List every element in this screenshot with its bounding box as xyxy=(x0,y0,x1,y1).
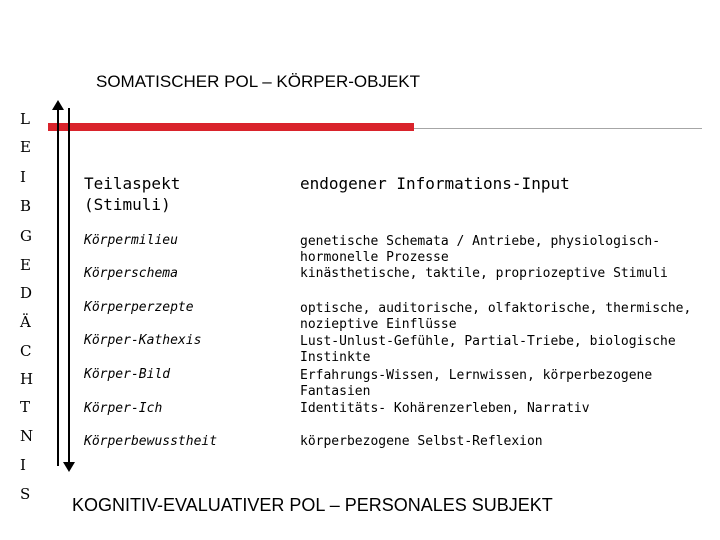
top-heading: SOMATISCHER POL – KÖRPER-OBJEKT xyxy=(96,72,421,91)
description-koerper-bild: Erfahrungs-Wissen, Lernwissen, körperbezogene Fantasien xyxy=(300,368,653,399)
letter: S xyxy=(20,485,31,503)
letter: H xyxy=(20,370,34,388)
aspect-koerperschema: Körperschema xyxy=(84,266,178,281)
letter: I xyxy=(20,168,26,186)
aspect-koerpermilieu: Körpermilieu xyxy=(84,233,178,248)
aspect-koerper-kathexis: Körper-Kathexis xyxy=(84,333,202,348)
letter: Ä xyxy=(20,313,31,331)
letter: B xyxy=(20,197,32,215)
aspect-koerperbewusstheit: Körperbewusstheit xyxy=(84,434,218,449)
letter: N xyxy=(20,427,34,445)
letter: E xyxy=(20,256,31,274)
letter: T xyxy=(20,398,31,416)
letter: L xyxy=(20,110,30,128)
description-koerperschema: kinästhetische, taktile, propriozeptive Stimuli xyxy=(300,266,668,281)
letter: C xyxy=(20,342,32,360)
description-koerperbewusstheit: körperbezogene Selbst-Reflexion xyxy=(300,434,543,449)
column-header-aspect: Teilaspekt (Stimuli) xyxy=(84,174,181,214)
letter: D xyxy=(20,284,33,302)
accent-bar xyxy=(48,123,414,131)
up-arrow-shaft xyxy=(57,108,59,466)
column-header-input: endogener Informations-Input xyxy=(300,174,570,193)
down-arrow-icon xyxy=(63,462,75,472)
description-koerperperzepte: optische, auditorische, olfaktorische, thermische, nozieptive Einflüsse xyxy=(300,301,692,332)
bottom-heading: KOGNITIV-EVALUATIVER POL – PERSONALES SUBJEKT xyxy=(72,495,553,515)
letter: E xyxy=(20,138,31,156)
aspect-koerper-ich: Körper-Ich xyxy=(84,401,163,416)
description-koerper-ich: Identitäts- Kohärenzerleben, Narrativ xyxy=(300,401,590,416)
description-koerpermilieu: genetische Schemata / Antriebe, physiologisch- hormonelle Prozesse xyxy=(300,234,661,265)
divider-line xyxy=(414,128,702,129)
description-koerper-kathexis: Lust-Unlust-Gefühle, Partial-Triebe, biologische Instinkte xyxy=(300,334,676,365)
aspect-koerperperzepte: Körperperzepte xyxy=(84,300,194,315)
letter: I xyxy=(20,456,26,474)
letter: G xyxy=(20,227,32,245)
aspect-koerper-bild: Körper-Bild xyxy=(84,367,171,382)
down-arrow-shaft xyxy=(68,108,70,466)
